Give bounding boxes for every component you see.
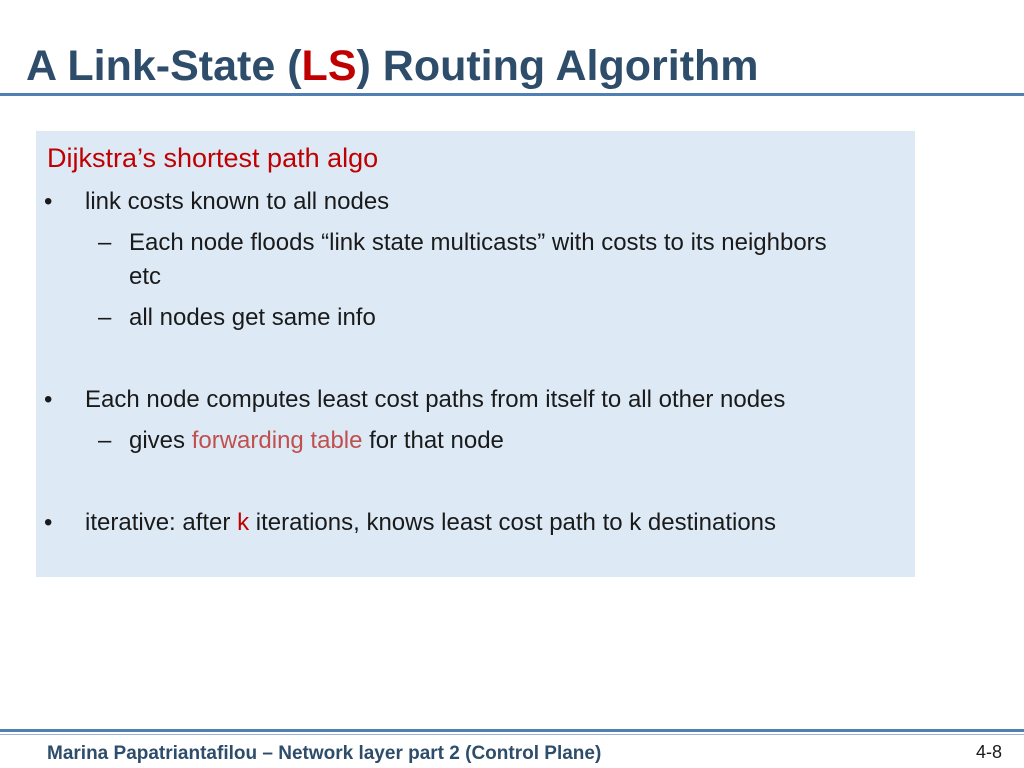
title-underline — [0, 93, 1024, 96]
bullet-3-before: iterative: after — [85, 509, 238, 536]
sub-text-before: gives — [129, 427, 192, 454]
bullet-1-sub-1-line-2: etc — [129, 263, 162, 290]
bullet-2-sub-1 — [129, 424, 504, 458]
title-highlight-ls: LS — [301, 42, 357, 90]
footer-author: Marina Papatriantafilou – Network layer part 2 (Control Plane) — [47, 743, 602, 764]
title-prefix: A Link-State ( — [26, 42, 302, 90]
slide-number: 4-8 — [975, 742, 1002, 762]
title-suffix: ) Routing Algorithm — [356, 42, 759, 90]
bullet-1-sub-1-line-1: Each node floods “link state multicasts” with costs to its neighbors — [129, 229, 827, 256]
bullet-3-text — [85, 506, 776, 540]
bullet-2-text: Each node computes least cost paths from itself to all other nodes — [85, 386, 786, 413]
bullet-3-after: iterations, knows least cost path to k destinations — [249, 509, 777, 536]
k-highlight: k — [237, 509, 250, 536]
bullet-marker: • — [44, 188, 53, 215]
dash-marker: – — [98, 304, 112, 331]
footer-rule-thin — [0, 734, 1024, 735]
bullet-1-sub-2: all nodes get same info — [129, 304, 376, 331]
forwarding-table-highlight: forwarding table — [191, 427, 363, 454]
slide-title — [26, 38, 759, 94]
bullet-marker: • — [44, 386, 53, 413]
dash-marker: – — [98, 427, 112, 454]
sub-text-after: for that node — [362, 427, 504, 454]
box-heading: Dijkstra’s shortest path algo — [47, 143, 379, 173]
content-box — [36, 131, 915, 577]
footer-rule — [0, 729, 1024, 732]
bullet-marker: • — [44, 509, 53, 536]
bullet-1-text: link costs known to all nodes — [85, 188, 390, 215]
dash-marker: – — [98, 229, 112, 256]
